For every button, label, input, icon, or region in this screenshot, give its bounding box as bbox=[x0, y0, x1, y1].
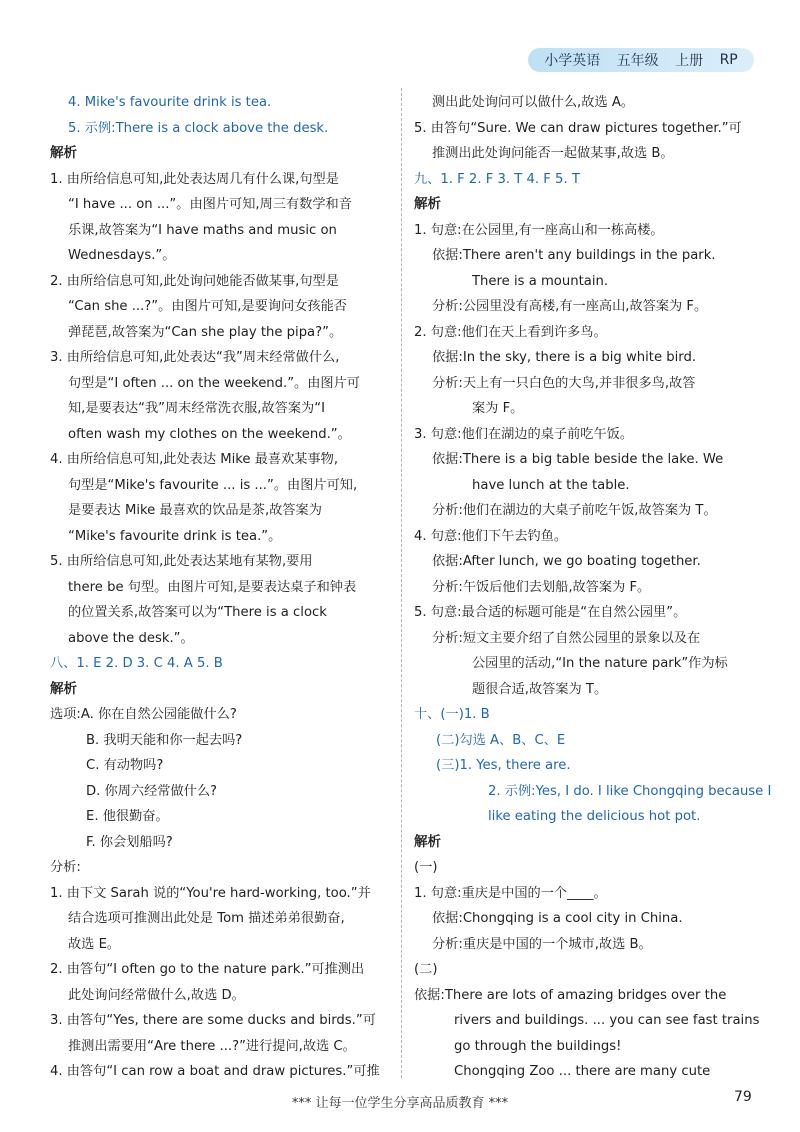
answer-key-line: (二)勾选 A、B、C、E bbox=[436, 732, 566, 748]
text-line: 依据:There are lots of amazing bridges over the bbox=[414, 987, 727, 1003]
text-line: often wash my clothes on the weekend.”。 bbox=[68, 426, 351, 442]
text-line: 的位置关系,故答案可以为“There is a clock bbox=[68, 605, 327, 620]
answer-key-line: 2. 示例:Yes, I do. I like Chongqing because I bbox=[488, 783, 772, 799]
text-line: 4. Mike's favourite drink is tea. bbox=[68, 95, 272, 110]
answer-key-line: 九、1. F 2. F 3. T 4. F 5. T bbox=[414, 171, 580, 187]
text-line: go through the buildings! bbox=[454, 1038, 622, 1054]
text-line: “I have ... on ...”。由图片可知,周三有数学和音 bbox=[68, 197, 352, 212]
text-line: 分析:短文主要介绍了自然公园里的景象以及在 bbox=[432, 630, 701, 646]
text-line: (二) bbox=[414, 962, 438, 977]
text-line: 5. 句意:最合适的标题可能是“在自然公园里”。 bbox=[414, 605, 687, 620]
page-number: 79 bbox=[734, 1089, 752, 1105]
answer-key-line: like eating the delicious hot pot. bbox=[488, 809, 701, 824]
text-line: “Mike's favourite drink is tea.”。 bbox=[68, 528, 282, 544]
text-line: 弹琵琶,故答案为“Can she play the pipa?”。 bbox=[68, 324, 343, 340]
text-line: 5. 由所给信息可知,此处表达某地有某物,要用 bbox=[50, 554, 313, 569]
text-line: 分析:重庆是中国的一个城市,故选 B。 bbox=[432, 936, 652, 952]
text-line: C. 有动物吗? bbox=[86, 758, 164, 773]
text-line: 题很合适,故答案为 T。 bbox=[472, 681, 608, 697]
text-line: 知,是要表达“我”周末经常洗衣服,故答案为“I bbox=[68, 401, 325, 416]
header-badge bbox=[528, 48, 754, 72]
text-line: 选项:A. 你在自然公园能做什么? bbox=[50, 707, 237, 722]
answer-key-line: (三)1. Yes, there are. bbox=[436, 758, 571, 773]
text-line: E. 他很勤奋。 bbox=[86, 809, 169, 824]
text-line: 1. 由所给信息可知,此处表达周几有什么课,句型是 bbox=[50, 171, 339, 187]
text-line: B. 我明天能和你一起去吗? bbox=[86, 732, 243, 748]
text-line: 分析:公园里没有高楼,有一座高山,故答案为 F。 bbox=[432, 299, 708, 314]
text-line: 依据:There aren't any buildings in the park. bbox=[432, 248, 716, 263]
text-line: (一) bbox=[414, 860, 438, 875]
text-line: 句型是“Mike's favourite ... is ...”。由图片可知, bbox=[68, 477, 358, 493]
column-divider bbox=[401, 88, 402, 1078]
text-line: 乐课,故答案为“I have maths and music on bbox=[68, 222, 337, 238]
text-line: 分析:他们在湖边的大桌子前吃午饭,故答案为 T。 bbox=[432, 503, 717, 518]
text-line: 1. 句意:在公园里,有一座高山和一栋高楼。 bbox=[414, 222, 664, 238]
right-column bbox=[414, 90, 772, 1085]
text-line: 5. 示例:There is a clock above the desk. bbox=[68, 120, 329, 136]
text-line: 依据:There is a big table beside the lake. We bbox=[432, 452, 724, 467]
text-line: 4. 由答句“I can row a boat and draw pictures.”可推 bbox=[50, 1064, 380, 1079]
text-line: 推测出需要用“Are there ...?”进行提问,故选 C。 bbox=[68, 1038, 356, 1054]
text-line: above the desk.”。 bbox=[68, 630, 194, 646]
text-line: 3. 由答句“Yes, there are some ducks and birds.”可 bbox=[50, 1013, 376, 1028]
text-line: 句型是“I often ... on the weekend.”。由图片可 bbox=[68, 375, 360, 391]
text-line: 1. 句意:重庆是中国的一个____。 bbox=[414, 885, 607, 901]
text-line: F. 你会划船吗? bbox=[86, 834, 173, 850]
text-line: 5. 由答句“Sure. We can draw pictures together.”可 bbox=[414, 120, 742, 136]
text-line: 4. 句意:他们下午去钓鱼。 bbox=[414, 528, 568, 544]
text-line: 依据:After lunch, we go boating together. bbox=[432, 554, 701, 569]
header-subject: 小学英语 bbox=[544, 53, 601, 69]
answer-key-line: 八、1. E 2. D 3. C 4. A 5. B bbox=[50, 656, 223, 671]
text-line: There is a mountain. bbox=[472, 273, 609, 289]
left-column bbox=[50, 90, 390, 1085]
text-line: there be 句型。由图片可知,是要表达桌子和钟表 bbox=[68, 579, 357, 595]
text-line: 分析:午饭后他们去划船,故答案为 F。 bbox=[432, 579, 651, 595]
answer-key-line: 十、(一)1. B bbox=[414, 707, 490, 722]
text-line: 结合选项可推测出此处是 Tom 描述弟弟很勤奋, bbox=[68, 911, 345, 926]
footer-slogan: *** 让每一位学生分享高品质教育 *** bbox=[291, 1096, 509, 1111]
header-grade: 五年级 bbox=[616, 53, 659, 69]
section-heading: 解析 bbox=[50, 680, 77, 697]
text-line: 是要表达 Mike 最喜欢的饮品是茶,故答案为 bbox=[68, 503, 322, 518]
text-line: have lunch at the table. bbox=[472, 477, 630, 493]
section-heading: 解析 bbox=[414, 196, 441, 212]
text-line: 2. 由所给信息可知,此处询问她能否做某事,句型是 bbox=[50, 273, 339, 289]
text-line: 测出此处询问可以做什么,故选 A。 bbox=[432, 95, 635, 110]
text-line: 2. 句意:他们在天上看到许多鸟。 bbox=[414, 324, 607, 340]
text-line: Wednesdays.”。 bbox=[68, 248, 176, 263]
section-heading: 解析 bbox=[414, 833, 441, 850]
text-line: 公园里的活动,“In the nature park”作为标 bbox=[472, 656, 728, 671]
text-line: 推测出此处询问能否一起做某事,故选 B。 bbox=[432, 146, 674, 161]
text-line: 分析:天上有一只白色的大鸟,并非很多鸟,故答 bbox=[432, 375, 696, 391]
text-line: 2. 由答句“I often go to the nature park.”可推测出 bbox=[50, 962, 365, 977]
text-line: 依据:Chongqing is a cool city in China. bbox=[432, 911, 683, 926]
text-line: 1. 由下文 Sarah 说的“You're hard-working, too.”并 bbox=[50, 885, 371, 901]
text-line: 依据:In the sky, there is a big white bird. bbox=[432, 350, 697, 365]
text-line: 故选 E。 bbox=[68, 936, 121, 952]
header-volume: 上册 bbox=[675, 53, 704, 69]
text-line: 分析: bbox=[50, 860, 81, 875]
section-heading: 解析 bbox=[50, 145, 77, 161]
text-line: 3. 由所给信息可知,此处表达“我”周末经常做什么, bbox=[50, 350, 340, 365]
text-line: 4. 由所给信息可知,此处表达 Mike 最喜欢某事物, bbox=[50, 452, 339, 467]
text-line: rivers and buildings. ... you can see fast trains bbox=[454, 1013, 760, 1028]
header-edition: RP bbox=[719, 52, 738, 68]
text-line: 案为 F。 bbox=[472, 401, 524, 416]
text-line: “Can she ...?”。由图片可知,是要询问女孩能否 bbox=[68, 299, 347, 314]
text-line: Chongqing Zoo ... there are many cute bbox=[454, 1064, 711, 1079]
text-line: 3. 句意:他们在湖边的桌子前吃午饭。 bbox=[414, 426, 634, 442]
text-line: D. 你周六经常做什么? bbox=[86, 783, 218, 799]
text-line: 此处询问经常做什么,故选 D。 bbox=[68, 987, 245, 1003]
